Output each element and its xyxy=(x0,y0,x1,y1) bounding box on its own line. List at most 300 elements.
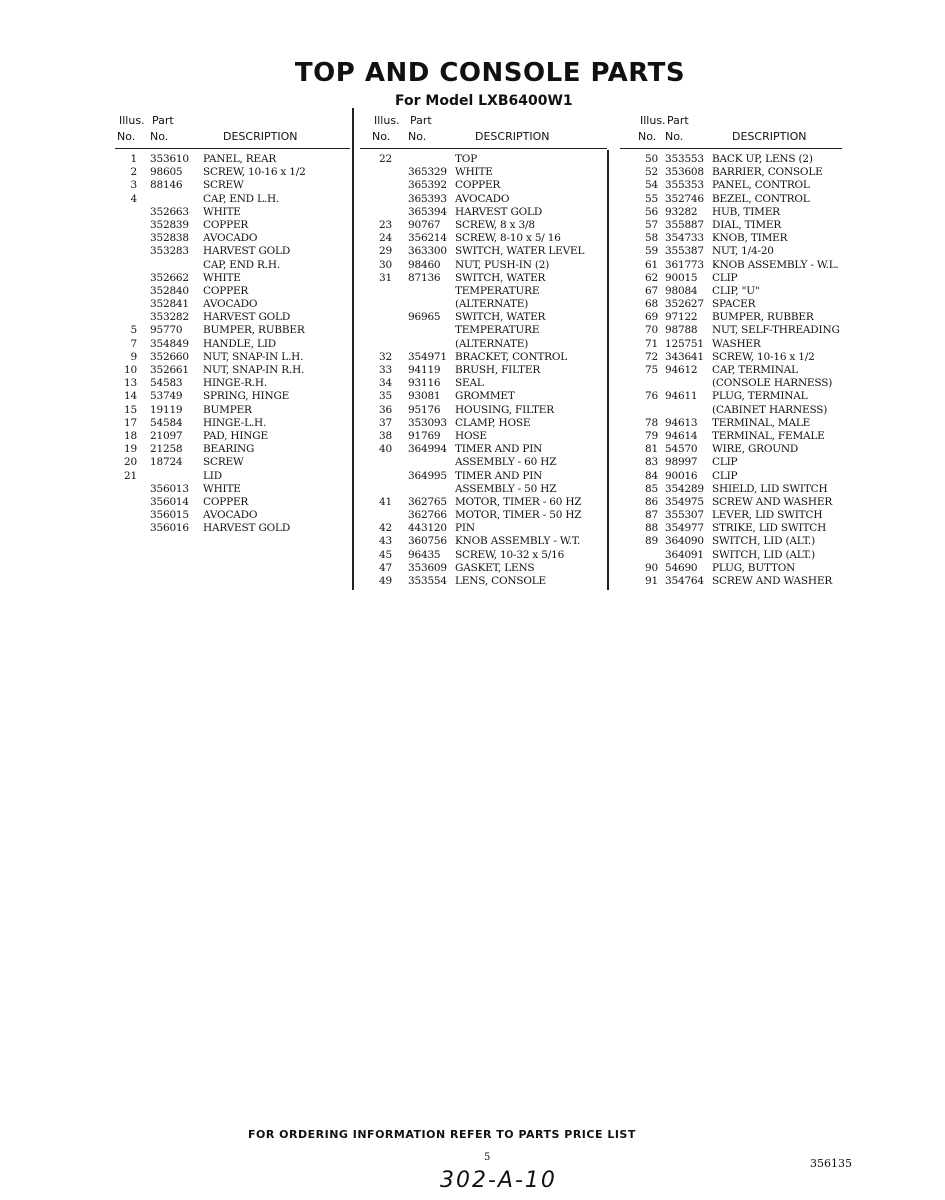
part-number: 361773 xyxy=(665,258,704,271)
part-description: HOSE xyxy=(455,429,487,442)
illus-number: 58 xyxy=(645,232,658,245)
part-description: COPPER xyxy=(203,284,249,297)
part-number: 355307 xyxy=(665,509,704,522)
part-number: 98605 xyxy=(150,166,183,179)
part-description: HUB, TIMER xyxy=(712,205,780,218)
parts-row xyxy=(620,575,842,588)
illus-number: 79 xyxy=(645,429,658,442)
illus-number: 5 xyxy=(130,324,137,337)
part-description: CLAMP, HOSE xyxy=(455,416,531,429)
part-number: 354849 xyxy=(150,337,189,350)
illus-number: 4 xyxy=(130,192,137,205)
page-number: 5 xyxy=(484,1152,491,1163)
part-description: BEZEL, CONTROL xyxy=(712,192,810,205)
part-number: 98460 xyxy=(408,258,441,271)
illus-number: 84 xyxy=(645,469,658,482)
illus-number: 35 xyxy=(379,390,392,403)
part-description: COPPER xyxy=(455,179,501,192)
part-number: 360756 xyxy=(408,535,447,548)
parts-row xyxy=(620,522,842,535)
column-header xyxy=(360,114,607,149)
part-description: TERMINAL, MALE xyxy=(712,416,811,429)
part-description: BACK UP, LENS (2) xyxy=(712,153,813,165)
part-number: 54584 xyxy=(150,416,183,429)
part-number: 94612 xyxy=(665,364,698,376)
illus-number: 18 xyxy=(124,429,137,442)
parts-row xyxy=(620,219,842,232)
part-description: ASSEMBLY - 50 HZ xyxy=(455,482,557,495)
parts-row xyxy=(620,298,842,311)
part-number: 365394 xyxy=(408,205,447,218)
part-description: CAP, END R.H. xyxy=(203,258,280,271)
part-description: AVOCADO xyxy=(203,509,258,522)
illus-number: 37 xyxy=(379,416,392,429)
illus-number: 49 xyxy=(379,575,392,587)
parts-row xyxy=(620,470,842,483)
illus-number: 29 xyxy=(379,245,392,258)
part-description: WHITE xyxy=(203,271,241,284)
illus-number: 30 xyxy=(379,258,392,271)
part-number: 93282 xyxy=(665,205,698,218)
part-description: SCREW, 8 x 3/8 xyxy=(455,218,535,231)
part-number: 355387 xyxy=(665,245,704,258)
parts-row xyxy=(115,496,350,509)
part-number: 364091 xyxy=(665,548,704,561)
part-number: 354977 xyxy=(665,522,704,535)
illus-number: 87 xyxy=(645,509,658,522)
part-description: TEMPERATURE xyxy=(455,284,540,297)
part-number: 94611 xyxy=(665,390,698,403)
parts-row xyxy=(620,179,842,192)
part-number: 354733 xyxy=(665,232,704,245)
parts-row xyxy=(360,153,607,166)
parts-row xyxy=(360,245,607,258)
illus-number: 76 xyxy=(645,390,658,403)
part-description: WASHER xyxy=(712,337,761,350)
parts-row xyxy=(620,562,842,575)
part-number: 93081 xyxy=(408,390,441,403)
part-description: SWITCH, LID (ALT.) xyxy=(712,548,815,561)
illus-number: 22 xyxy=(379,153,392,165)
part-number: 96965 xyxy=(408,311,441,324)
part-description: BUMPER, RUBBER xyxy=(203,324,305,337)
part-description: (CABINET HARNESS) xyxy=(712,403,828,416)
part-description: NUT, SNAP-IN L.H. xyxy=(203,350,304,363)
parts-row xyxy=(115,298,350,311)
illus-number: 7 xyxy=(130,337,137,350)
header-illus: Illus. xyxy=(374,114,400,127)
parts-row xyxy=(620,153,842,166)
part-number: 91769 xyxy=(408,429,441,442)
illus-number: 36 xyxy=(379,403,392,416)
parts-row xyxy=(360,166,607,179)
parts-row xyxy=(620,496,842,509)
illus-number: 68 xyxy=(645,298,658,311)
part-number: 356016 xyxy=(150,522,189,535)
part-description: SCREW, 10-32 x 5/16 xyxy=(455,548,565,561)
parts-row xyxy=(360,298,607,311)
part-description: CAP, TERMINAL xyxy=(712,364,798,376)
part-number: 125751 xyxy=(665,337,704,350)
part-number: 354975 xyxy=(665,495,704,508)
header-illus-no: No. xyxy=(117,130,136,143)
part-description: SCREW AND WASHER xyxy=(712,495,833,508)
part-description: COPPER xyxy=(203,495,249,508)
illus-number: 32 xyxy=(379,350,392,363)
parts-row xyxy=(115,272,350,285)
part-number: 53749 xyxy=(150,390,183,403)
part-description: GROMMET xyxy=(455,390,515,403)
part-description: (ALTERNATE) xyxy=(455,298,529,311)
part-number: 95176 xyxy=(408,403,441,416)
parts-row xyxy=(620,549,842,562)
part-description: WHITE xyxy=(203,205,241,218)
illus-number: 2 xyxy=(130,166,137,179)
parts-row xyxy=(115,245,350,258)
header-illus: Illus. xyxy=(119,114,145,127)
header-part-no: No. xyxy=(408,130,427,143)
part-number: 352627 xyxy=(665,298,704,311)
header-description: DESCRIPTION xyxy=(223,130,298,143)
part-description: STRIKE, LID SWITCH xyxy=(712,522,827,535)
part-description: MOTOR, TIMER - 50 HZ xyxy=(455,509,582,522)
column-divider xyxy=(352,108,354,590)
illus-number: 40 xyxy=(379,443,392,456)
illus-number: 45 xyxy=(379,548,392,561)
part-description: PLUG, TERMINAL xyxy=(712,390,808,403)
part-description: CLIP xyxy=(712,271,738,284)
part-description: TEMPERATURE xyxy=(455,324,540,337)
part-number: 356214 xyxy=(408,232,447,245)
part-description: SCREW, 8-10 x 5/ 16 xyxy=(455,232,561,245)
part-description: SHIELD, LID SWITCH xyxy=(712,482,828,495)
handwritten-note: 302-A-10 xyxy=(440,1168,557,1193)
parts-row xyxy=(360,259,607,272)
part-number: 365392 xyxy=(408,179,447,192)
parts-row xyxy=(360,390,607,403)
header-illus: Illus. xyxy=(640,114,666,127)
part-description: MOTOR, TIMER - 60 HZ xyxy=(455,495,582,508)
part-description: CLIP xyxy=(712,456,738,469)
parts-row xyxy=(360,311,607,324)
part-number: 353554 xyxy=(408,575,447,587)
parts-row xyxy=(620,509,842,522)
part-description: CLIP xyxy=(712,469,738,482)
illus-number: 89 xyxy=(645,535,658,548)
parts-column-1 xyxy=(115,114,350,535)
part-description: TIMER AND PIN xyxy=(455,469,543,482)
parts-row xyxy=(115,483,350,496)
illus-number: 83 xyxy=(645,456,658,469)
part-description: NUT, SNAP-IN R.H. xyxy=(203,364,305,376)
parts-row xyxy=(115,153,350,166)
parts-row xyxy=(620,404,842,417)
part-description: HANDLE, LID xyxy=(203,337,276,350)
part-number: 365329 xyxy=(408,166,447,179)
header-part-no: No. xyxy=(665,130,684,143)
parts-row xyxy=(620,390,842,403)
part-number: 54690 xyxy=(665,561,698,574)
part-description: NUT, SELF-THREADING xyxy=(712,324,840,337)
illus-number: 9 xyxy=(130,350,137,363)
parts-row xyxy=(620,338,842,351)
part-number: 352841 xyxy=(150,298,189,311)
parts-row xyxy=(115,206,350,219)
parts-row xyxy=(620,430,842,443)
illus-number: 17 xyxy=(124,416,137,429)
part-number: 365393 xyxy=(408,192,447,205)
part-description: LEVER, LID SWITCH xyxy=(712,509,823,522)
part-description: TERMINAL, FEMALE xyxy=(712,429,825,442)
parts-row xyxy=(620,206,842,219)
part-number: 363300 xyxy=(408,245,447,258)
parts-row xyxy=(620,456,842,469)
parts-row xyxy=(620,377,842,390)
part-description: (ALTERNATE) xyxy=(455,337,529,350)
parts-row xyxy=(115,470,350,483)
part-description: HARVEST GOLD xyxy=(203,245,291,258)
part-description: NUT, 1/4-20 xyxy=(712,245,774,258)
parts-row xyxy=(360,364,607,377)
parts-column-2 xyxy=(360,114,607,588)
document-number: 356135 xyxy=(810,1157,852,1170)
model-subtitle: For Model LXB6400W1 xyxy=(395,93,573,109)
illus-number: 24 xyxy=(379,232,392,245)
illus-number: 34 xyxy=(379,377,392,390)
parts-row xyxy=(115,232,350,245)
part-number: 87136 xyxy=(408,271,441,284)
part-number: 54583 xyxy=(150,377,183,390)
illus-number: 75 xyxy=(645,364,658,376)
part-description: SWITCH, WATER xyxy=(455,311,546,324)
part-description: CAP, END L.H. xyxy=(203,192,280,205)
part-description: HARVEST GOLD xyxy=(203,311,291,324)
illus-number: 31 xyxy=(379,271,392,284)
parts-row xyxy=(620,364,842,377)
illus-number: 61 xyxy=(645,258,658,271)
part-number: 88146 xyxy=(150,179,183,192)
part-number: 353283 xyxy=(150,245,189,258)
part-description: SPACER xyxy=(712,298,756,311)
parts-row xyxy=(115,259,350,272)
part-number: 353609 xyxy=(408,561,447,574)
part-number: 355353 xyxy=(665,179,704,192)
part-number: 94613 xyxy=(665,416,698,429)
illus-number: 88 xyxy=(645,522,658,535)
parts-column-3 xyxy=(620,114,842,588)
part-description: ASSEMBLY - 60 HZ xyxy=(455,456,557,469)
parts-row xyxy=(115,338,350,351)
part-number: 93116 xyxy=(408,377,441,390)
parts-row xyxy=(115,430,350,443)
illus-number: 54 xyxy=(645,179,658,192)
part-number: 96435 xyxy=(408,548,441,561)
illus-number: 85 xyxy=(645,482,658,495)
parts-row xyxy=(360,179,607,192)
parts-row xyxy=(620,311,842,324)
illus-number: 81 xyxy=(645,443,658,456)
part-number: 355887 xyxy=(665,218,704,231)
part-description: KNOB, TIMER xyxy=(712,232,788,245)
parts-row xyxy=(360,404,607,417)
parts-row xyxy=(620,272,842,285)
part-number: 353093 xyxy=(408,416,447,429)
part-description: WHITE xyxy=(455,166,493,179)
parts-row xyxy=(360,496,607,509)
part-description: PANEL, CONTROL xyxy=(712,179,810,192)
part-number: 354764 xyxy=(665,575,704,587)
parts-row xyxy=(360,193,607,206)
part-number: 354971 xyxy=(408,350,447,363)
part-number: 356013 xyxy=(150,482,189,495)
parts-row xyxy=(620,285,842,298)
part-description: SWITCH, WATER LEVEL xyxy=(455,245,585,258)
illus-number: 78 xyxy=(645,416,658,429)
part-description: CLIP, "U" xyxy=(712,284,760,297)
part-description: HARVEST GOLD xyxy=(203,522,291,535)
part-number: 98084 xyxy=(665,284,698,297)
column-header xyxy=(620,114,842,149)
part-description: PIN xyxy=(455,522,475,535)
part-description: WIRE, GROUND xyxy=(712,443,799,456)
part-description: BARRIER, CONSOLE xyxy=(712,166,823,179)
illus-number: 33 xyxy=(379,364,392,376)
part-number: 90016 xyxy=(665,469,698,482)
column-divider xyxy=(607,150,609,590)
part-number: 95770 xyxy=(150,324,183,337)
parts-row xyxy=(360,443,607,456)
part-description: PAD, HINGE xyxy=(203,429,268,442)
parts-row xyxy=(360,377,607,390)
part-description: COPPER xyxy=(203,218,249,231)
part-description: SCREW AND WASHER xyxy=(712,575,833,587)
part-number: 353553 xyxy=(665,153,704,165)
page-title: TOP AND CONSOLE PARTS xyxy=(294,58,686,88)
part-description: TOP xyxy=(455,153,478,165)
header-illus-no: No. xyxy=(372,130,391,143)
part-description: AVOCADO xyxy=(455,192,510,205)
illus-number: 41 xyxy=(379,495,392,508)
parts-row xyxy=(115,324,350,337)
part-description: NUT, PUSH-IN (2) xyxy=(455,258,550,271)
parts-row xyxy=(115,509,350,522)
illus-number: 62 xyxy=(645,271,658,284)
parts-row xyxy=(115,390,350,403)
part-description: GASKET, LENS xyxy=(455,561,535,574)
parts-row xyxy=(115,351,350,364)
illus-number: 10 xyxy=(124,364,137,376)
parts-row xyxy=(115,285,350,298)
part-number: 362766 xyxy=(408,509,447,522)
part-number: 354289 xyxy=(665,482,704,495)
illus-number: 52 xyxy=(645,166,658,179)
part-description: KNOB ASSEMBLY - W.L. xyxy=(712,258,839,271)
part-description: SCREW, 10-16 x 1/2 xyxy=(712,350,815,363)
part-description: AVOCADO xyxy=(203,232,258,245)
parts-row xyxy=(115,404,350,417)
illus-number: 59 xyxy=(645,245,658,258)
illus-number: 14 xyxy=(124,390,137,403)
part-description: (CONSOLE HARNESS) xyxy=(712,377,833,390)
parts-row xyxy=(620,245,842,258)
part-number: 21097 xyxy=(150,429,183,442)
header-part: Part xyxy=(152,114,174,127)
part-description: BUMPER, RUBBER xyxy=(712,311,814,324)
parts-row xyxy=(620,324,842,337)
parts-row xyxy=(115,377,350,390)
part-description: BRUSH, FILTER xyxy=(455,364,541,376)
parts-row xyxy=(360,549,607,562)
part-description: SPRING, HINGE xyxy=(203,390,290,403)
part-number: 98788 xyxy=(665,324,698,337)
part-description: HOUSING, FILTER xyxy=(455,403,554,416)
part-description: WHITE xyxy=(203,482,241,495)
part-number: 362765 xyxy=(408,495,447,508)
part-description: LENS, CONSOLE xyxy=(455,575,546,587)
illus-number: 67 xyxy=(645,284,658,297)
part-description: LID xyxy=(203,469,222,482)
parts-row xyxy=(620,417,842,430)
parts-row xyxy=(620,166,842,179)
parts-row xyxy=(620,483,842,496)
illus-number: 70 xyxy=(645,324,658,337)
parts-row xyxy=(620,351,842,364)
part-number: 353608 xyxy=(665,166,704,179)
part-number: 443120 xyxy=(408,522,447,535)
parts-row xyxy=(360,509,607,522)
part-description: PLUG, BUTTON xyxy=(712,561,796,574)
parts-row xyxy=(620,535,842,548)
parts-row xyxy=(115,364,350,377)
parts-row xyxy=(620,193,842,206)
header-part-no: No. xyxy=(150,130,169,143)
illus-number: 42 xyxy=(379,522,392,535)
part-number: 352660 xyxy=(150,350,189,363)
part-number: 97122 xyxy=(665,311,698,324)
parts-row xyxy=(360,417,607,430)
parts-row xyxy=(115,443,350,456)
illus-number: 72 xyxy=(645,350,658,363)
part-description: BEARING xyxy=(203,443,255,456)
illus-number: 47 xyxy=(379,561,392,574)
parts-row xyxy=(360,324,607,337)
part-number: 352661 xyxy=(150,364,189,376)
part-number: 352663 xyxy=(150,205,189,218)
illus-number: 38 xyxy=(379,429,392,442)
illus-number: 91 xyxy=(645,575,658,587)
parts-row xyxy=(115,522,350,535)
part-number: 356015 xyxy=(150,509,189,522)
part-description: SCREW xyxy=(203,456,244,469)
part-description: KNOB ASSEMBLY - W.T. xyxy=(455,535,581,548)
parts-row xyxy=(115,417,350,430)
part-description: SCREW xyxy=(203,179,244,192)
header-description: DESCRIPTION xyxy=(732,130,807,143)
part-number: 353282 xyxy=(150,311,189,324)
part-number: 18724 xyxy=(150,456,183,469)
parts-row xyxy=(115,311,350,324)
illus-number: 50 xyxy=(645,153,658,165)
part-description: BRACKET, CONTROL xyxy=(455,350,568,363)
parts-row xyxy=(360,219,607,232)
part-number: 352838 xyxy=(150,232,189,245)
parts-row xyxy=(360,483,607,496)
part-description: SCREW, 10-16 x 1/2 xyxy=(203,166,306,179)
part-number: 21258 xyxy=(150,443,183,456)
part-description: HINGE-L.H. xyxy=(203,416,267,429)
part-number: 364995 xyxy=(408,469,447,482)
part-number: 352840 xyxy=(150,284,189,297)
